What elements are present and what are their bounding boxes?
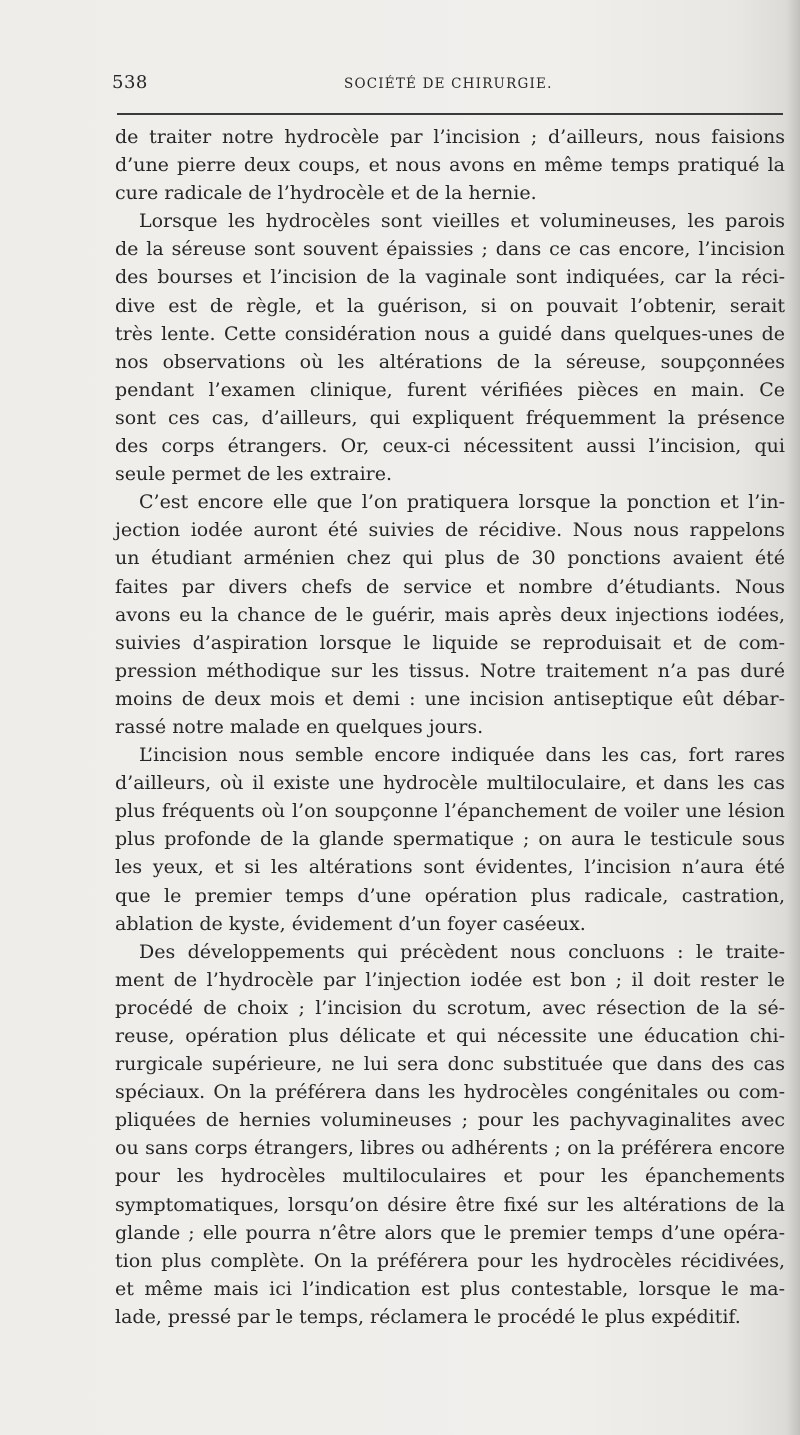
- text-line: de traiter notre hydrocèle par l’incision ; d’ailleurs, nous faisions: [115, 126, 785, 148]
- text-line: ablation de kyste, évidement d’un foyer caséeux.: [115, 912, 586, 935]
- text-line: rassé notre malade en quelques jours.: [115, 715, 484, 738]
- text-line: reuse, opération plus délicate et qui nécessite une éducation chi-: [115, 1025, 785, 1047]
- text-line: très lente. Cette considération nous a guidé dans quelques-unes de: [115, 322, 785, 345]
- text-line: lade, pressé par le temps, réclamera le procédé le plus expéditif.: [115, 1305, 741, 1328]
- text-line: pression méthodique sur les tissus. Notre traitement n’a pas duré: [115, 659, 785, 682]
- body-text: [115, 123, 785, 1331]
- text-line: ment de l’hydrocèle par l’injection iodée est bon ; il doit rester le: [115, 968, 785, 991]
- text-line: d’ailleurs, où il existe une hydrocèle multiloculaire, et dans les cas: [115, 772, 785, 795]
- text-line: les yeux, et si les altérations sont évidentes, l’incision n’aura été: [115, 856, 785, 879]
- text-line: moins de deux mois et demi : une incision antiseptique eût débar-: [115, 687, 785, 710]
- text-line: un étudiant arménien chez qui plus de 30 ponctions avaient été: [115, 547, 785, 570]
- text-line: dive est de règle, et la guérison, si on pouvait l’obtenir, serait: [115, 294, 785, 317]
- text-line: C’est encore elle que l’on pratiquera lorsque la ponction et l’in-: [139, 491, 785, 514]
- text-line: glande ; elle pourra n’être alors que le premier temps d’une opéra-: [115, 1221, 785, 1244]
- page-edge-shadow: [786, 0, 800, 1435]
- text-line: pendant l’examen clinique, furent vérifiées pièces en main. Ce: [115, 378, 785, 401]
- text-line: cure radicale de l’hydrocèle et de la hernie.: [115, 182, 537, 205]
- text-line: nos observations où les altérations de la séreuse, soupçonnées: [115, 350, 785, 373]
- text-line: pour les hydrocèles multiloculaires et pour les épanchements: [115, 1165, 785, 1188]
- text-line: pliquées de hernies volumineuses ; pour les pachyvaginalites avec: [115, 1109, 785, 1132]
- text-line: tion plus complète. On la préférera pour les hydrocèles récidivées,: [115, 1249, 785, 1272]
- text-line: L’incision nous semble encore indiquée dans les cas, fort rares: [139, 744, 785, 767]
- text-line: spéciaux. On la préférera dans les hydrocèles congénitales ou com-: [115, 1081, 785, 1104]
- text-line: procédé de choix ; l’incision du scrotum, avec résection de la sé-: [115, 996, 785, 1019]
- text-line: Lorsque les hydrocèles sont vieilles et volumineuses, les parois: [139, 210, 785, 233]
- text-line: d’une pierre deux coups, et nous avons en même temps pratiqué la: [115, 154, 785, 177]
- text-line: et même mais ici l’indication est plus contestable, lorsque le ma-: [115, 1277, 785, 1300]
- text-line: sont ces cas, d’ailleurs, qui expliquent fréquemment la présence: [115, 406, 785, 429]
- text-line: Des développements qui précèdent nous concluons : le traite-: [139, 940, 785, 963]
- text-line: plus fréquents où l’on soupçonne l’épanchement de voiler une lésion: [115, 800, 785, 823]
- page-number: 538: [112, 72, 148, 93]
- text-line: rurgicale supérieure, ne lui sera donc substituée que dans des cas: [115, 1053, 785, 1076]
- text-line: plus profonde de la glande spermatique ; on aura le testicule sous: [115, 828, 785, 851]
- text-line: avons eu la chance de le guérir, mais après deux injections iodées,: [115, 603, 785, 626]
- text-line: ou sans corps étrangers, libres ou adhérents ; on la préférera encore: [115, 1137, 785, 1160]
- text-line: jection iodée auront été suivies de récidive. Nous nous rappelons: [115, 519, 785, 542]
- running-header: [112, 72, 782, 94]
- header-rule: [117, 113, 783, 115]
- running-title: SOCIÉTÉ DE CHIRURGIE.: [344, 76, 553, 92]
- text-line: suivies d’aspiration lorsque le liquide se reproduisait et de com-: [115, 631, 785, 654]
- text-line: que le premier temps d’une opération plus radicale, castration,: [115, 884, 785, 907]
- text-line: des bourses et l’incision de la vaginale sont indiquées, car la réci-: [115, 266, 785, 289]
- text-line: symptomatiques, lorsqu’on désire être fixé sur les altérations de la: [115, 1193, 785, 1216]
- text-line: seule permet de les extraire.: [115, 463, 393, 486]
- text-line: de la séreuse sont souvent épaissies ; dans ce cas encore, l’incision: [115, 238, 785, 261]
- text-line: des corps étrangers. Or, ceux-ci nécessitent aussi l’incision, qui: [115, 435, 785, 458]
- text-line: faites par divers chefs de service et nombre d’étudiants. Nous: [115, 575, 785, 598]
